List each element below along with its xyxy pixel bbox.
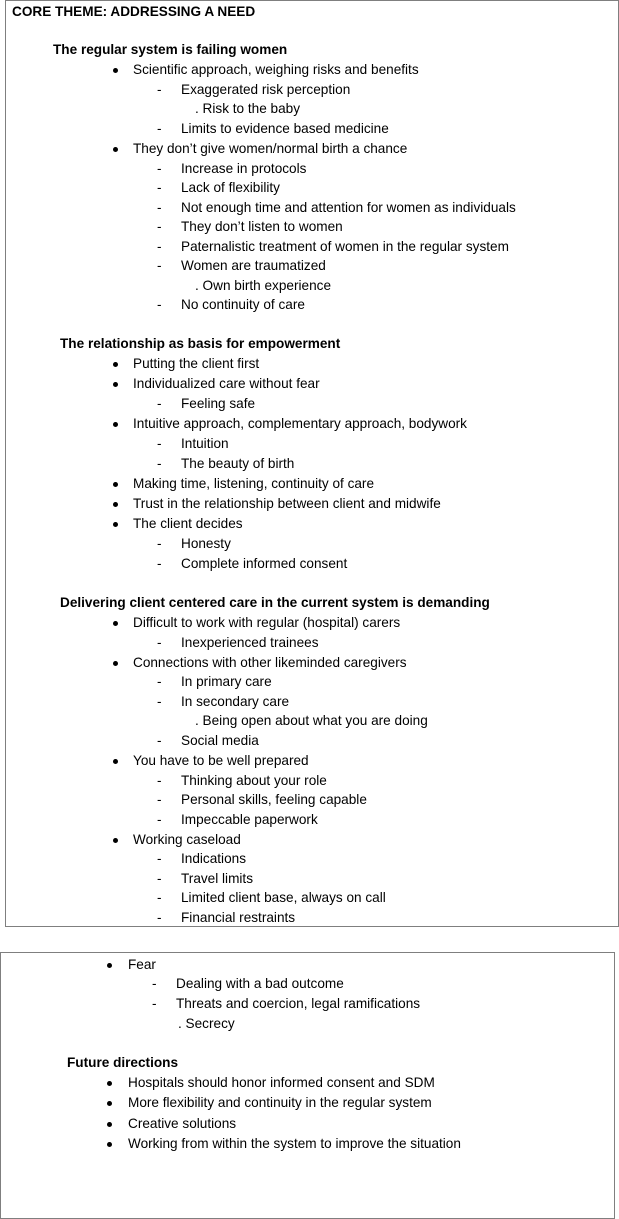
dash: - [157,456,162,471]
dash: - [157,82,162,97]
list-item: You have to be well prepared [133,753,309,768]
sub-item: The beauty of birth [181,456,295,471]
dash: - [157,121,162,136]
dash: - [157,871,162,886]
list-item: Intuitive approach, complementary approach, bodywork [133,416,467,431]
list-item: Working caseload [133,832,241,847]
sub-item: Intuition [181,436,229,451]
sub-note: . Risk to the baby [195,101,301,116]
sub-item: No continuity of care [181,297,305,312]
list-item: Working from within the system to improve the situation [128,1136,461,1151]
dash: - [157,910,162,925]
sub-item: Inexperienced trainees [181,635,319,650]
core-theme-title: CORE THEME: ADDRESSING A NEED [12,4,256,19]
list-item: The client decides [133,516,243,531]
section-heading-future: Future directions [67,1055,179,1070]
sub-item: Social media [181,733,259,748]
sub-item: Feeling safe [181,396,256,411]
dash: - [152,996,157,1011]
dash: - [157,733,162,748]
list-item: Scientific approach, weighing risks and benefits [133,62,419,77]
list-item: Putting the client first [133,356,260,371]
dash: - [157,694,162,709]
bullet [113,147,118,152]
sub-item: Limits to evidence based medicine [181,121,389,136]
dash: - [157,536,162,551]
dash: - [157,890,162,905]
sub-item: Exaggerated risk perception [181,82,351,97]
bullet [107,1081,112,1086]
bullet [113,362,118,367]
sub-item: Indications [181,851,246,866]
sub-item: In primary care [181,674,272,689]
section-heading-2: The relationship as basis for empowerment [60,336,341,351]
dash: - [157,674,162,689]
dash: - [157,180,162,195]
section-heading-3: Delivering client centered care in the current system is demanding [60,595,490,610]
sub-item: In secondary care [181,694,290,709]
dash: - [157,200,162,215]
dash: - [157,556,162,571]
bullet [113,522,118,527]
section-heading-1: The regular system is failing women [53,42,288,57]
sub-item: Not enough time and attention for women as individuals [181,200,516,215]
sub-item: Lack of flexibility [181,180,280,195]
dash: - [157,812,162,827]
list-item: Hospitals should honor informed consent and SDM [128,1075,435,1090]
list-item: Difficult to work with regular (hospital) carers [133,615,401,630]
sub-item: Impeccable paperwork [181,812,318,827]
dash: - [157,258,162,273]
list-item: Making time, listening, continuity of care [133,476,375,491]
dash: - [157,792,162,807]
dash: - [157,297,162,312]
bullet [107,1101,112,1106]
bullet [113,422,118,427]
sub-item: Financial restraints [181,910,296,925]
sub-item: Women are traumatized [181,258,326,273]
dash: - [157,635,162,650]
list-item: Connections with other likeminded caregivers [133,655,407,670]
bullet [107,1122,112,1127]
sub-note: . Own birth experience [195,278,332,293]
dash: - [157,219,162,234]
dash: - [157,239,162,254]
sub-item: Threats and coercion, legal ramifications [176,996,421,1011]
list-item: Creative solutions [128,1116,237,1131]
sub-item: Increase in protocols [181,161,307,176]
bullet [113,382,118,387]
list-item: More flexibility and continuity in the regular system [128,1095,432,1110]
bullet [113,68,118,73]
dash: - [157,396,162,411]
list-item: Trust in the relationship between client and midwife [133,496,441,511]
bullet [113,502,118,507]
list-item: Individualized care without fear [133,376,320,391]
sub-item: Thinking about your role [181,773,327,788]
sub-item: Limited client base, always on call [181,890,386,905]
bullet [113,661,118,666]
sub-item: Travel limits [181,871,253,886]
sub-item: Paternalistic treatment of women in the regular system [181,239,509,254]
bullet [107,1142,112,1147]
bullet [113,838,118,843]
sub-note: . Being open about what you are doing [195,713,428,728]
dash: - [152,976,157,991]
dash: - [157,851,162,866]
bullet [107,963,112,968]
bullet [113,621,118,626]
list-item: They don’t give women/normal birth a chance [133,141,408,156]
sub-item: Honesty [181,536,231,551]
sub-item: Personal skills, feeling capable [181,792,367,807]
bullet [113,759,118,764]
sub-item: Dealing with a bad outcome [176,976,344,991]
sub-item: They don’t listen to women [181,219,343,234]
dash: - [157,161,162,176]
dash: - [157,436,162,451]
sub-note: . Secrecy [178,1016,235,1031]
sub-item: Complete informed consent [181,556,348,571]
dash: - [157,773,162,788]
bullet [113,482,118,487]
list-item: Fear [128,957,156,972]
